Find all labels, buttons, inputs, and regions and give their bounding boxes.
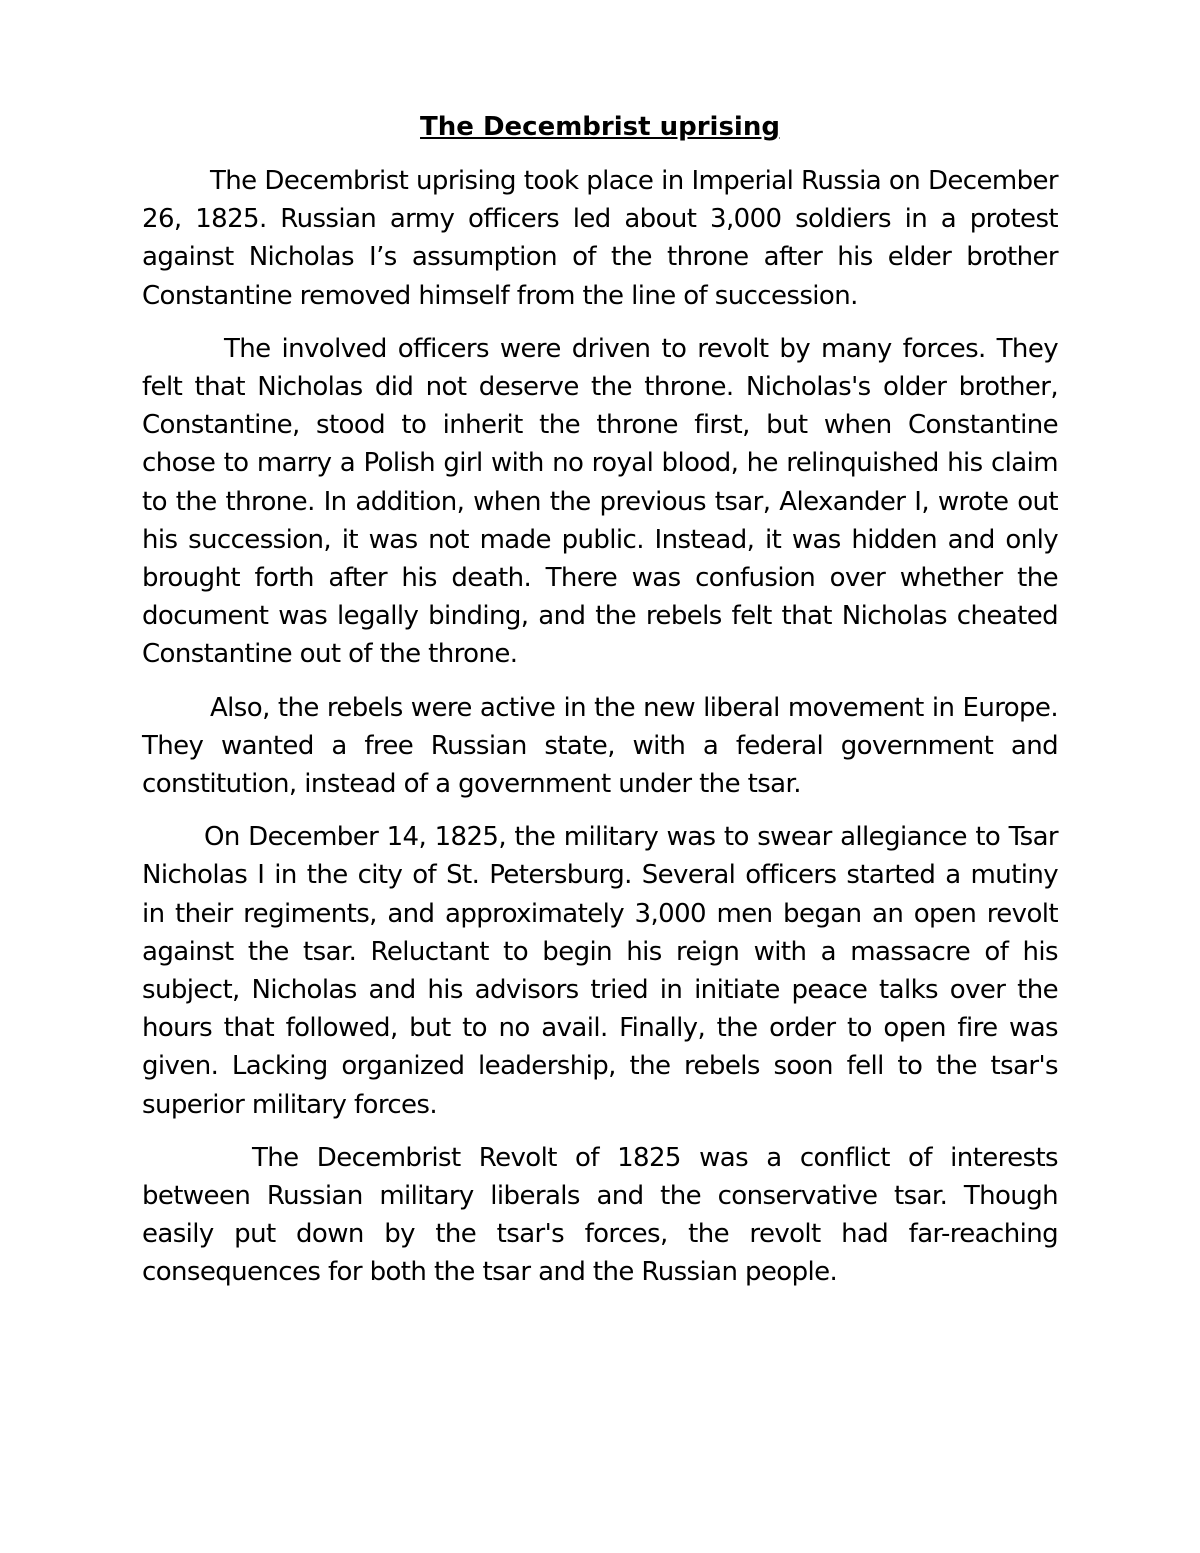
paragraph-causes: The involved officers were driven to revolt by many forces. They felt that Nicholas did not deserve the throne. Nicholas's older brother, Constantine, stood to inherit the throne first, but when Constantine chose to marry a Polish girl with no royal blood, he relinquished his claim to the throne. In addition, when the previous tsar, Alexander I, wrote out his succession, it was not made public. Instead, it was hidden and only brought forth after his death. There was confusion over whether the document was legally binding, and the rebels felt that Nicholas cheated Constantine out of the throne.	[142, 333, 1058, 670]
paragraph-conclusion: The Decembrist Revolt of 1825 was a conflict of interests between Russian military liberals and the conservative tsar. Though easily put down by the tsar's forces, the revolt had far-reaching consequences for both the tsar and the Russian people.	[142, 1142, 1058, 1288]
paragraph-revolt-events: On December 14, 1825, the military was to swear allegiance to Tsar Nicholas I in the city of St. Petersburg. Several officers started a mutiny in their regiments, and approximately 3,000 men began an open revolt against the tsar. Reluctant to begin his reign with a massacre of his subject, Nicholas and his advisors tried in initiate peace talks over the hours that followed, but to no avail. Finally, the order to open fire was given. Lacking organized leadership, the rebels soon fell to the tsar's superior military forces.	[142, 822, 1058, 1120]
document-page	[142, 108, 1058, 1307]
paragraph-intro: The Decembrist uprising took place in Imperial Russia on December 26, 1825. Russian army officers led about 3,000 soldiers in a protest against Nicholas I’s assumption of the throne after his elder brother Constantine removed himself from the line of succession.	[142, 166, 1058, 311]
document-title: The Decembrist uprising	[420, 112, 780, 142]
paragraph-liberal-movement: Also, the rebels were active in the new liberal movement in Europe. They wanted a free Russian state, with a federal government and constitution, instead of a government under the tsar.	[142, 692, 1058, 800]
